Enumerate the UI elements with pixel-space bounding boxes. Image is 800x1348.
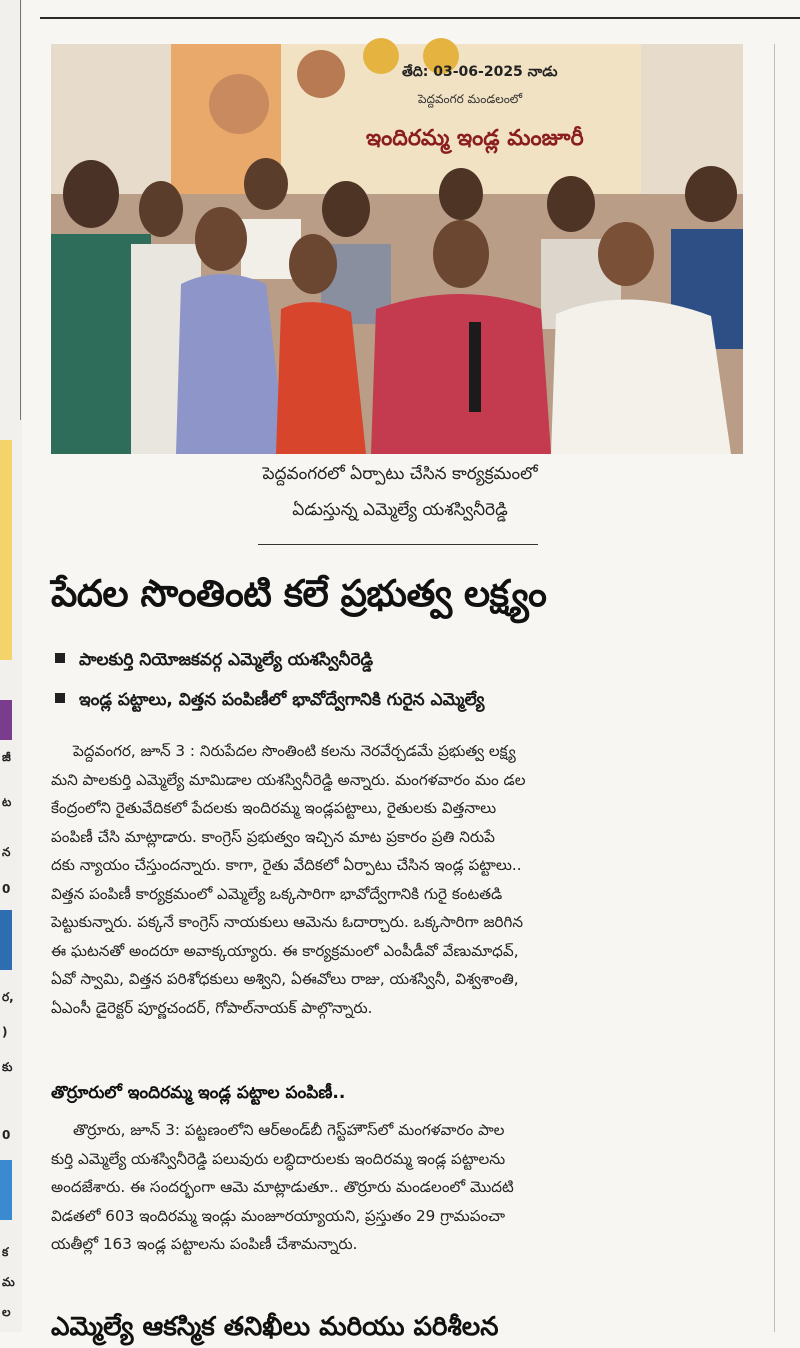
- strip-fragment: 0: [2, 1128, 11, 1142]
- strip-blue-box-2: [0, 1160, 12, 1220]
- bullet-point: [55, 690, 484, 714]
- banner-date: తేది: 03-06-2025 నాడు: [402, 64, 558, 80]
- strip-blue-box: [0, 910, 12, 970]
- bullet-text: ఇండ్ల పట్టాలు, విత్తన పంపిణీలో భావోద్వేగానికి గురైన ఎమ్మెల్యే: [79, 690, 485, 710]
- bullet-text: పాలకుర్తి నియోజకవర్గ ఎమ్మెల్యే యశస్వినీరెడ్డి: [79, 650, 374, 670]
- article-subheading: తొర్రూరులో ఇందిరమ్మ ఇండ్ల పట్టాల పంపిణీ..: [51, 1083, 346, 1103]
- article-paragraph-1: [51, 737, 758, 1022]
- paragraph-line: దకు న్యాయం చేస్తుందన్నారు. కాగా, రైతు వేదికలో ఏర్పాటు చేసిన ఇండ్ల పట్టాలు..: [51, 856, 522, 874]
- next-headline-text: ఎమ్మెల్యే ఆకస్మిక తనిఖీలు మరియు పరిశీలన: [51, 1312, 499, 1342]
- paragraph-line: ఏవో స్వామి, విత్తన పరిశోధకులు అశ్విని, ఏఈవోలు రాజు, యశస్వినీ, విశ్వశాంతి,: [51, 970, 519, 988]
- photo-illustration: [51, 44, 743, 454]
- strip-fragment: జీ: [2, 750, 11, 764]
- square-bullet-icon: [55, 653, 65, 663]
- square-bullet-icon: [55, 693, 65, 703]
- strip-fragment: 0: [2, 882, 11, 896]
- photo-caption-line1: పెద్దవంగరలో ఏర్పాటు చేసిన కార్యక్రమంలో: [262, 464, 538, 484]
- strip-fragment: ): [2, 1025, 8, 1039]
- banner-subtitle: పెద్దవంగర మండలంలో: [418, 92, 523, 106]
- strip-purple-box: [0, 700, 12, 740]
- photo-caption-line2: ఏడుస్తున్న ఎమ్మెల్యే యశస్వినీరెడ్డి: [292, 500, 508, 520]
- strip-fragment: క: [2, 1245, 9, 1259]
- paragraph-line: కేంద్రంలోని రైతువేదికలో పేదలకు ఇందిరమ్మ ఇండ్లపట్టాలు, రైతులకు విత్తనాలు: [51, 799, 497, 817]
- next-headline-partial: [51, 1312, 611, 1342]
- paragraph-line: ఈ ఘటనతో అందరూ అవాక్కయ్యారు. ఈ కార్యక్రమంలో ఎంపీడీవో వేణుమాధవ్,: [51, 941, 519, 960]
- caption-rule: [258, 544, 538, 545]
- paragraph-line: పెట్టుకున్నారు. పక్కనే కాంగ్రెస్ నాయకులు ఆమెను ఓదార్చారు. ఒక్కసారిగా జరిగిన: [51, 913, 524, 931]
- bullet-point: [55, 650, 373, 674]
- strip-rule: [20, 0, 21, 420]
- strip-fragment: ట: [2, 795, 12, 809]
- paragraph-line: విడతలో 603 ఇందిరమ్మ ఇండ్లు మంజూరయ్యాయని, ప్రస్తుతం 29 గ్రామపంచా: [51, 1206, 505, 1225]
- paragraph-line: యతీల్లో 163 ఇండ్ల పట్టాలను పంపిణీ చేశామన్నారు.: [51, 1235, 358, 1253]
- paragraph-line: పెద్దవంగర, జూన్ 3 : నిరుపేదల సొంతింటి కలను నెరవేర్చడమే ప్రభుత్వ లక్ష్య: [73, 742, 516, 760]
- paragraph-line: పంపిణీ చేసి మాట్లాడారు. కాంగ్రెస్ ప్రభుత్వం ఇచ్చిన మాట ప్రకారం ప్రతి నిరుపే: [51, 827, 495, 846]
- article-headline: పేదల సొంతింటి కలే ప్రభుత్వ లక్ష్యం: [51, 572, 547, 615]
- paragraph-line: ఏఎంసీ డైరెక్టర్ పూర్ణచందర్, గోపాల్‌నాయక్ పాల్గొన్నారు.: [51, 998, 373, 1017]
- paragraph-line: తొర్రూరు, జూన్ 3: పట్టణంలోని ఆర్అండ్‌బీ గెస్ట్‌హౌస్‌లో మంగళవారం పాల: [73, 1121, 505, 1139]
- adjacent-column-strip: [0, 0, 22, 1332]
- column-rule: [774, 44, 775, 1332]
- paragraph-line: అందజేశారు. ఈ సందర్భంగా ఆమె మాట్లాడుతూ.. తొర్రూరు మండలంలో మొదటి: [51, 1178, 514, 1196]
- banner-title: ఇందిరమ్మ ఇండ్ల మంజూరీ: [366, 126, 584, 151]
- top-rule: [40, 17, 800, 19]
- strip-fragment: కు: [2, 1060, 13, 1074]
- strip-fragment: ల: [2, 1305, 11, 1319]
- news-photo: [51, 44, 743, 454]
- strip-fragment: మ: [2, 1275, 15, 1289]
- strip-fragment: న: [2, 845, 11, 859]
- article-paragraph-2: [51, 1116, 758, 1259]
- paragraph-line: మని పాలకుర్తి ఎమ్మెల్యే మామిడాల యశస్వినీరెడ్డి అన్నారు. మంగళవారం మం డల: [51, 770, 526, 789]
- strip-fragment: ర,: [2, 990, 14, 1004]
- paragraph-line: కుర్తి ఎమ్మెల్యే యశస్వినీరెడ్డి పలువురు లబ్ధిదారులకు ఇందిరమ్మ ఇండ్ల పట్టాలను: [51, 1149, 506, 1168]
- paragraph-line: విత్తన పంపిణీ కార్యక్రమంలో ఎమ్మెల్యే ఒక్కసారిగా భావోద్వేగానికి గురై కంటతడి: [51, 884, 503, 903]
